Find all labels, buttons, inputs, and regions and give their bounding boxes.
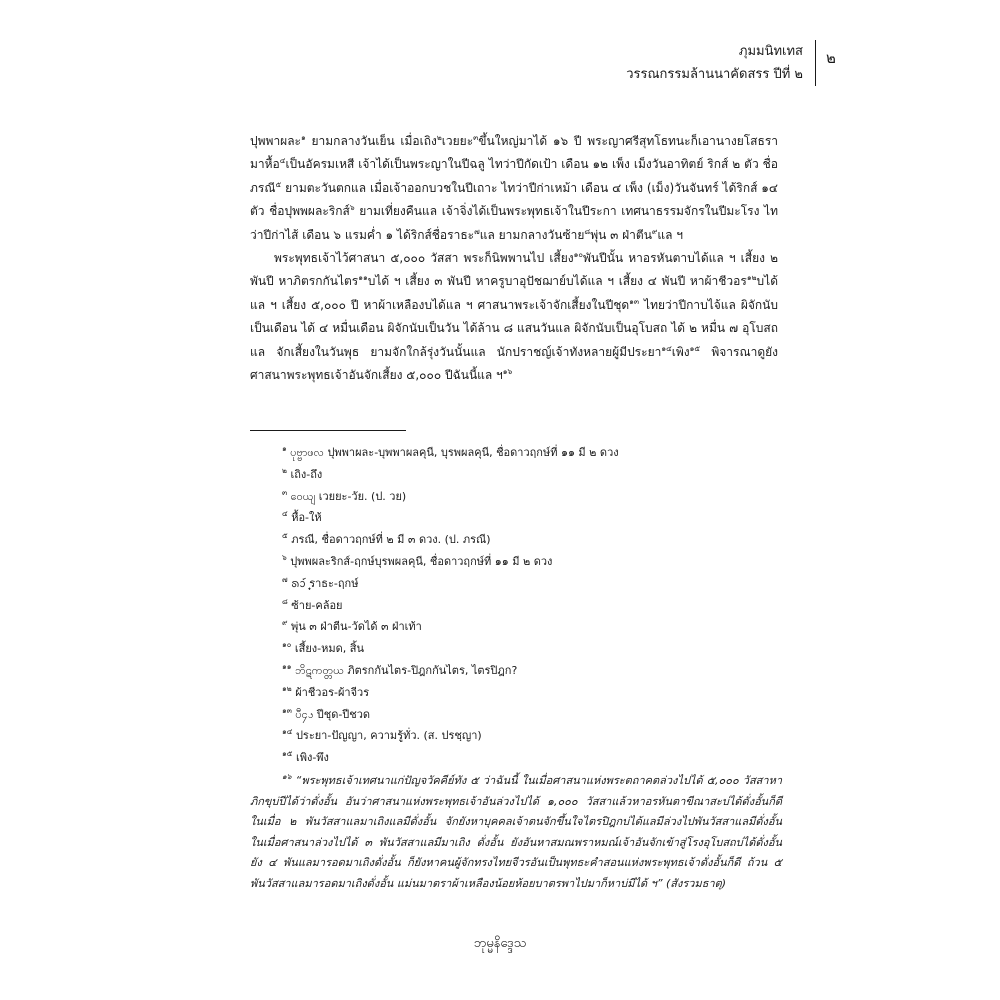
footnote-ref: ๕	[275, 179, 282, 189]
footnote-ref: ๒	[436, 133, 442, 142]
footnote-text: ဝေယျ เวยยะ-วัย. (ป. วย)	[290, 489, 407, 503]
footnote-text: เถิง-ถึง	[290, 467, 323, 481]
footnote-item	[282, 507, 782, 529]
footnote-number: ๔	[282, 509, 288, 519]
footnote-number: ๑๑	[282, 661, 292, 671]
footnote-number: ๗	[282, 574, 288, 584]
footnote-ref: ๑๑	[358, 273, 368, 283]
footnote-ref: ๖	[349, 203, 355, 213]
text-run: พุ่น ๓ ฝ่าตีน	[590, 227, 652, 242]
footnote-ref: ๑	[301, 133, 306, 142]
footnote-text: ဘိဋကတ္တယ ภิตรกกันไตร-ปิฎกกันไตร, ไตรปิฎก?	[295, 663, 518, 677]
text-run: ปุพพาผละ	[250, 134, 302, 148]
footnote-text: ภรณี, ชื่อดาวฤกษ์ที่ ๒ มี ๓ ดวง. (ป. ภรณี)	[291, 533, 491, 547]
text-run: ไทยว่าปีกาบไจ้แล ผิจักนับเป็นเดือน ได้ ๔ หมื่นเดือน ผิจักนับเป็นวัน ได้ล้าน ๘ แสนวันแล ผิจักนับเป็นอุโบสถ ได้ ๒ หมื่น ๗ อุโบสถแล จักเสี้ยงในวันพุธ ยามจักใกล้รุ่งวันนั้นแล นักปราชญ์เจ้าทังหลายผู้มีประยา	[250, 297, 779, 359]
footnote-item	[282, 725, 782, 747]
footnote-text: พุ่น ๓ ฝ่าตีน-วัดได้ ๓ ฝ่าเท้า	[291, 620, 422, 634]
text-run: พระพุทธเจ้าไว้ศาสนา ๕,๐๐๐ วัสสา พระก็นิพพานไป เสี้ยง	[274, 251, 574, 266]
footnote-text: เสี้ยง-หมด, สิ้น	[294, 642, 364, 656]
footnote-ref: ๔	[279, 156, 286, 166]
footnote-number: ๓	[282, 487, 288, 497]
text-run: แล ฯ	[657, 227, 684, 242]
footnote-number: ๒	[282, 465, 287, 475]
footnote-text: ผ้าชีวอร-ผ้าจีวร	[295, 685, 370, 699]
text-run: ขึ้นใหญ่มาได้ ๑๖ ปี พระญาศรีสุทโธทนะก็เอานางยโสธรามาหื้อ	[250, 134, 778, 172]
paragraph-1	[250, 130, 778, 247]
footnote-ref: ๑๐	[573, 250, 583, 260]
footnote-item	[282, 551, 782, 573]
footnote-text: หื้อ-ให้	[291, 511, 322, 525]
footnote-number: ๑๕	[282, 749, 293, 759]
book-title: ภุมมนิทเทส	[738, 44, 803, 59]
footnote-text: “พระพุทธเจ้าเทศนาแก่ปัญจวัคคีย์ทัง ๕ ว่าฉันนี้ ในเมื่อศาสนาแห่งพระตถาคตล่วงไปได้ ๕,๐๐๐ วัสสาหาภิกขุบ่ปีได้ว่าดั่งอั้น อันว่าศาสนาแห่งพระพุทธเจ้าอันล่วงไปได้ ๑,๐๐๐ วัสสาแล้วหาอรหันตาขีณาสะบ่ได้ดั่งอั้นก็ดี ในเมื่อ ๒ พันวัสสาแลมาเถิงแลมีดั่งอั้น จักยังหาบุคคลเจ้าตนจักขึ้นใจไตรปิฎกบ่ได้แลมีล่วงไปพันวัสสาแลมีดั่งอั้น ในเมื่อศาสนาล่วงไปได้ ๓ พันวัสสาแลมีมาเถิง ดั่งอั้น ยังอันหาสมณพราหมณ์เจ้าอันจักเข้าสู่โรงอุโบสถบ่ได้ดั่งอั้น ยัง ๔ พันแลมารอดมาเถิงดั่งอั้น ก็ยังหาคนผู้จักทรงไทยจีวรอันเป็นพุทธะคำสอนแห่งพระพุทธเจ้าดั่งอั้นก็ดี ถ้วน ๕ พันวัสสาแลมารอดมาเถิงดั่งอั้น แม่นมาตราผ้าเหลืองน้อยห้อยบาตรพาไปมาก็หาบ่มีได้ ฯ” (สังรวมธาตุ)	[250, 773, 783, 890]
text-run: ยามตะวันตกแล เมื่อเจ้าออกบวชในปีเถาะ ไทว่าปีก่าเหม้า เดือน ๔ เพ็ง (เม็ง)วันจันทร์ ได้ริกส์ ๑๔ ตัว ชื่อปุพพผละริกส์	[250, 180, 778, 219]
footnote-item	[282, 486, 782, 508]
footnote-text: ประยา-ปัญญา, ความรู้ทั่ว. (ส. ปรชฺญา)	[295, 729, 482, 743]
text-run: พิจารณาดูยังศาสนาพระพุทธเจ้าอันจักเสี้ยง ๕,๐๐๐ ปีฉันนี้แล ฯ	[250, 344, 778, 383]
footnotes	[250, 442, 783, 895]
footnote-text: ปุพพผละริกส์-ฤกษ์บุรพผลคุนี, ชื่อดาวฤกษ์ที่ ๑๑ มี ๒ ดวง	[290, 554, 553, 568]
footnote-ref: ๙	[651, 226, 658, 236]
footnote-number: ๑๔	[282, 727, 293, 737]
text-run: ยามกลางวันเย็น เมื่อเถิง	[305, 134, 437, 148]
page-number: ๒	[826, 49, 836, 67]
footnote-item	[282, 682, 782, 704]
footnote-ref: ๑๕	[689, 343, 701, 353]
paragraph-2	[250, 247, 778, 387]
footnote-ref: ๑๔	[661, 343, 672, 353]
footnote-item	[282, 704, 782, 726]
text-run: บได้ ฯ เสี้ยง ๓ พันปี หาครูบาอุปัชฌาย์บได้แล ฯ เสี้ยง ๔ พันปี หาผ้าชีวอร	[367, 274, 747, 289]
text-run: ยามเที่ยงคืนแล เจ้าจิ่งได้เป็นพระพุทธเจ้าในปีระกา เทศนาธรรมจักรในปีมะโรง ไทว่าปีก่าไส้ เดือน ๖ แรมค่ำ ๑ ได้ริกส์ชื่อราธะ	[250, 204, 779, 242]
running-header	[626, 40, 816, 86]
footnote-item	[282, 529, 782, 551]
page-footer: ဘုမ္မနိဒ္ဒေသ	[473, 936, 527, 951]
text-run: เพิง	[671, 344, 690, 359]
footnote-number: ๑๐	[282, 640, 292, 650]
footnote-ref: ๘	[584, 226, 591, 236]
footnote-item	[282, 573, 782, 595]
footnote-text: ซ้าย-คล้อย	[291, 598, 343, 612]
footnote-item	[282, 747, 782, 769]
text-run: พันปีนั้น หาอรหันตาบได้แล ฯ เสี้ยง ๒ พันปี หาภิตรกกันไตร	[250, 251, 778, 289]
footnote-text: ᩁᩣ᩠᩶ ราธะ-ฤกษ์	[291, 576, 359, 590]
footnote-divider	[250, 430, 406, 431]
footnote-list	[282, 442, 782, 769]
footnote-number: ๕	[282, 531, 288, 541]
footnote-number: ๑๒	[282, 683, 292, 693]
footnote-item	[282, 660, 782, 682]
footnote-text: ပုဗ္ဗာဖလ ปุพพาผละ-บุพพาผลคุนี, บุรพผลคุนี, ชื่อดาวฤกษ์ที่ ๑๑ มี ๒ ดวง	[290, 446, 619, 459]
text-run: บได้แล ฯ เสี้ยง ๕,๐๐๐ ปี หาผ้าเหลืองบได้แล ฯ ศาสนาพระเจ้าจักเสี้ยงในปีชุด	[250, 274, 778, 312]
main-text	[250, 130, 778, 387]
footnote-ref: ๗	[474, 226, 480, 236]
footnote-ref: ๑๓	[629, 296, 640, 306]
footnote-number: ๑๓	[282, 705, 292, 715]
footnote-ref: ๑๒	[746, 273, 757, 283]
footnote-16	[250, 769, 782, 895]
footnote-number: ๑๖	[282, 771, 292, 781]
footnote-ref: ๑๖	[502, 367, 513, 377]
footnote-item	[282, 638, 782, 660]
footnote-text: ပီ၄ၖ ปีชุด-ปีชวด	[295, 707, 371, 721]
footnote-ref: ๓	[473, 133, 479, 142]
footnote-text: เพิง-พึง	[295, 751, 329, 765]
text-run: แล ยามกลางวันซ้าย	[479, 227, 585, 242]
text-run: เป็นอัครมเหสี เจ้าได้เป็นพระญาในปีฉลู ไทว่าปีกัดเป้า เดือน ๑๒ เพ็ง เม็งวันอาทิตย์ ริกส์ ๒ ตัว ชื่อภรณี	[250, 157, 778, 195]
footnote-item	[282, 616, 782, 638]
series-subtitle: วรรณกรรมล้านนาคัดสรร ปีที่ ๒	[626, 67, 803, 82]
footnote-item	[282, 595, 782, 617]
footnote-item	[282, 442, 782, 464]
footnote-number: ๙	[282, 618, 288, 628]
footnote-number: ๖	[282, 552, 287, 562]
footnote-number: ๑	[282, 444, 287, 453]
footnote-item	[282, 464, 782, 486]
text-run: เวยยะ	[441, 134, 474, 148]
footnote-number: ๘	[282, 596, 288, 606]
